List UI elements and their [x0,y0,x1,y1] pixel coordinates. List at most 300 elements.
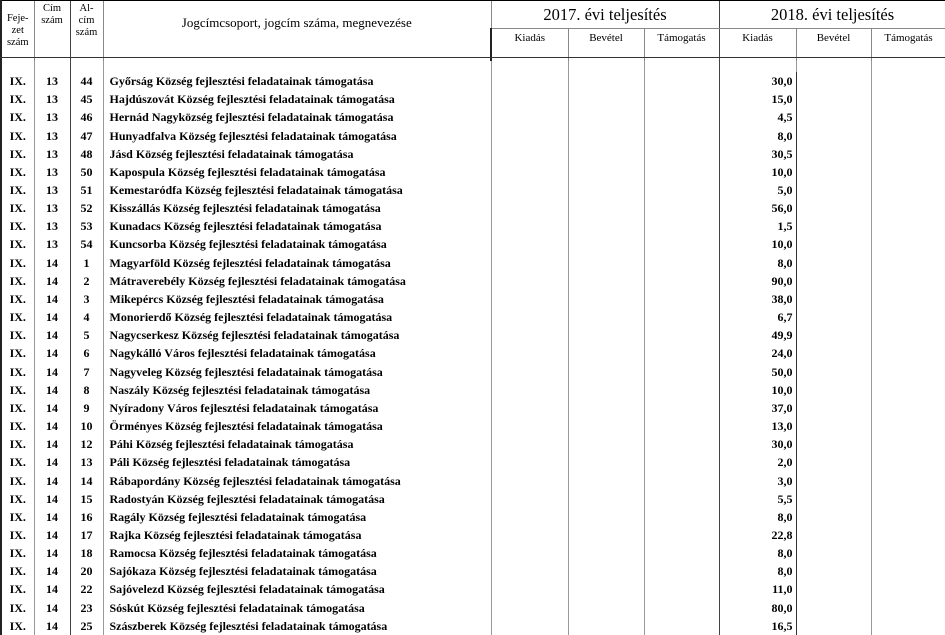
table-row [1,199,945,217]
header-divider [0,57,945,58]
spacer-cell [719,61,796,72]
tamogatas-2017-cell [644,163,719,181]
kiadas-2017-cell [491,399,568,417]
fejezet-cell: IX. [1,163,34,181]
name-cell: Hajdúszovát Község fejlesztési feladatainak támogatása [103,90,491,108]
tamogatas-2018-cell [871,344,945,362]
spacer-cell [871,61,945,72]
fejezet-cell: IX. [1,417,34,435]
kiadas-2017-cell [491,381,568,399]
name-cell: Sajóvelezd Község fejlesztési feladatainak támogatása [103,580,491,598]
table-row [1,471,945,489]
tamogatas-2018-cell [871,417,945,435]
tamogatas-2018-cell [871,526,945,544]
fejezet-cell: IX. [1,145,34,163]
tamogatas-2017-cell [644,344,719,362]
fejezet-cell: IX. [1,344,34,362]
bevetel-2018-cell [796,181,871,199]
table-row [1,599,945,617]
alcim-cell: 4 [70,308,103,326]
cim-cell: 14 [34,490,70,508]
kiadas-2017-cell [491,544,568,562]
kiadas-2018-cell: 56,0 [719,199,796,217]
kiadas-2018-cell: 10,0 [719,381,796,399]
bevetel-2018-cell [796,562,871,580]
bevetel-2017-cell [568,399,644,417]
alcim-cell: 52 [70,199,103,217]
tamogatas-2018-cell [871,363,945,381]
cim-cell: 14 [34,544,70,562]
kiadas-2017-cell [491,435,568,453]
cim-cell: 14 [34,435,70,453]
kiadas-2018-cell: 10,0 [719,235,796,253]
name-cell: Hunyadfalva Község fejlesztési feladatainak támogatása [103,126,491,144]
bevetel-2017-cell [568,453,644,471]
table-row [1,145,945,163]
table-row [1,526,945,544]
alcim-cell: 2 [70,272,103,290]
bevetel-2018-cell [796,617,871,635]
fejezet-cell: IX. [1,235,34,253]
tamogatas-2017-cell [644,254,719,272]
table-row [1,381,945,399]
fejezet-cell: IX. [1,72,34,90]
table-body [1,61,945,635]
col-header-tamogatas-2018: Támogatás [871,29,945,62]
bevetel-2017-cell [568,108,644,126]
fejezet-cell: IX. [1,308,34,326]
table-row [1,562,945,580]
kiadas-2017-cell [491,344,568,362]
col-header-name: Jogcímcsoport, jogcím száma, megnevezése [103,1,491,62]
fejezet-cell: IX. [1,471,34,489]
tamogatas-2018-cell [871,490,945,508]
table-row [1,453,945,471]
fejezet-cell: IX. [1,508,34,526]
table-row [1,435,945,453]
cim-cell: 13 [34,163,70,181]
tamogatas-2017-cell [644,399,719,417]
cim-cell: 14 [34,381,70,399]
bevetel-2018-cell [796,145,871,163]
cim-cell: 13 [34,126,70,144]
bevetel-2018-cell [796,217,871,235]
bevetel-2017-cell [568,580,644,598]
tamogatas-2017-cell [644,199,719,217]
name-cell: Mikepércs Község fejlesztési feladatainak támogatása [103,290,491,308]
kiadas-2017-cell [491,617,568,635]
kiadas-2018-cell: 80,0 [719,599,796,617]
tamogatas-2018-cell [871,126,945,144]
bevetel-2017-cell [568,344,644,362]
bevetel-2017-cell [568,544,644,562]
table-header [1,1,945,62]
bevetel-2018-cell [796,272,871,290]
alcim-cell: 17 [70,526,103,544]
bevetel-2017-cell [568,235,644,253]
cim-cell: 13 [34,145,70,163]
fejezet-cell: IX. [1,435,34,453]
alcim-cell: 48 [70,145,103,163]
alcim-cell: 12 [70,435,103,453]
tamogatas-2018-cell [871,544,945,562]
tamogatas-2017-cell [644,90,719,108]
spacer-cell [491,61,568,72]
bevetel-2017-cell [568,599,644,617]
kiadas-2017-cell [491,363,568,381]
alcim-cell: 7 [70,363,103,381]
cim-cell: 14 [34,508,70,526]
table-row [1,181,945,199]
fejezet-cell: IX. [1,199,34,217]
bevetel-2018-cell [796,72,871,90]
bevetel-2018-cell [796,471,871,489]
name-cell: Győrság Község fejlesztési feladatainak támogatása [103,72,491,90]
cim-cell: 14 [34,363,70,381]
tamogatas-2017-cell [644,308,719,326]
kiadas-2018-cell: 16,5 [719,617,796,635]
fejezet-cell: IX. [1,290,34,308]
name-cell: Szászberek Község fejlesztési feladatainak támogatása [103,617,491,635]
bevetel-2018-cell [796,508,871,526]
cim-cell: 13 [34,199,70,217]
kiadas-2017-cell [491,108,568,126]
tamogatas-2018-cell [871,562,945,580]
kiadas-2017-cell [491,453,568,471]
table-row [1,126,945,144]
kiadas-2017-cell [491,490,568,508]
group-header-2018: 2018. évi teljesítés [719,1,945,29]
alcim-cell: 8 [70,381,103,399]
alcim-cell: 1 [70,254,103,272]
kiadas-2018-cell: 30,0 [719,72,796,90]
bevetel-2017-cell [568,417,644,435]
kiadas-2017-cell [491,599,568,617]
fejezet-cell: IX. [1,544,34,562]
bevetel-2017-cell [568,163,644,181]
table-row [1,217,945,235]
bevetel-2017-cell [568,490,644,508]
kiadas-2017-cell [491,254,568,272]
kiadas-2018-cell: 8,0 [719,562,796,580]
alcim-cell: 44 [70,72,103,90]
table-row [1,399,945,417]
tamogatas-2017-cell [644,381,719,399]
bevetel-2018-cell [796,453,871,471]
bevetel-2017-cell [568,217,644,235]
bevetel-2018-cell [796,199,871,217]
cim-cell: 14 [34,471,70,489]
spacer-cell [1,61,34,72]
bevetel-2017-cell [568,326,644,344]
alcim-cell: 46 [70,108,103,126]
kiadas-2018-cell: 2,0 [719,453,796,471]
tamogatas-2017-cell [644,72,719,90]
tamogatas-2018-cell [871,290,945,308]
alcim-cell: 53 [70,217,103,235]
kiadas-2017-cell [491,72,568,90]
bevetel-2018-cell [796,490,871,508]
name-cell: Monorierdő Község fejlesztési feladatainak támogatása [103,308,491,326]
fejezet-cell: IX. [1,381,34,399]
fejezet-cell: IX. [1,181,34,199]
table-row [1,490,945,508]
kiadas-2017-cell [491,235,568,253]
tamogatas-2018-cell [871,235,945,253]
bevetel-2018-cell [796,399,871,417]
fejezet-cell: IX. [1,254,34,272]
bevetel-2018-cell [796,435,871,453]
group-header-2017: 2017. évi teljesítés [491,1,719,29]
alcim-cell: 22 [70,580,103,598]
name-cell: Ramocsa Község fejlesztési feladatainak támogatása [103,544,491,562]
col-header-alcim: Al- cím szám [70,1,103,62]
tamogatas-2018-cell [871,145,945,163]
name-cell: Kemestaródfa Község fejlesztési feladatainak támogatása [103,181,491,199]
table-row [1,290,945,308]
tamogatas-2017-cell [644,490,719,508]
tamogatas-2018-cell [871,90,945,108]
name-cell: Hernád Nagyközség fejlesztési feladatainak támogatása [103,108,491,126]
kiadas-2018-cell: 4,5 [719,108,796,126]
table-row [1,108,945,126]
alcim-cell: 25 [70,617,103,635]
cim-cell: 13 [34,235,70,253]
name-cell: Naszály Község fejlesztési feladatainak támogatása [103,381,491,399]
table-row [1,617,945,635]
alcim-cell: 18 [70,544,103,562]
spacer-cell [34,61,70,72]
table-row [1,254,945,272]
fejezet-cell: IX. [1,272,34,290]
tamogatas-2017-cell [644,617,719,635]
kiadas-2018-cell: 30,0 [719,435,796,453]
kiadas-2017-cell [491,217,568,235]
tamogatas-2017-cell [644,471,719,489]
bevetel-2018-cell [796,126,871,144]
cim-cell: 14 [34,599,70,617]
tamogatas-2018-cell [871,72,945,90]
fejezet-cell: IX. [1,562,34,580]
kiadas-2018-cell: 38,0 [719,290,796,308]
tamogatas-2018-cell [871,181,945,199]
tamogatas-2018-cell [871,399,945,417]
spacer-cell [568,61,644,72]
alcim-cell: 6 [70,344,103,362]
alcim-cell: 54 [70,235,103,253]
kiadas-2018-cell: 15,0 [719,90,796,108]
bevetel-2018-cell [796,544,871,562]
table-row [1,508,945,526]
bevetel-2018-cell [796,526,871,544]
kiadas-2018-cell: 50,0 [719,363,796,381]
name-cell: Kapospula Község fejlesztési feladatainak támogatása [103,163,491,181]
bevetel-2018-cell [796,254,871,272]
tamogatas-2017-cell [644,235,719,253]
name-cell: Nagykálló Város fejlesztési feladatainak támogatása [103,344,491,362]
alcim-cell: 16 [70,508,103,526]
cim-cell: 14 [34,526,70,544]
tamogatas-2018-cell [871,580,945,598]
bevetel-2017-cell [568,508,644,526]
kiadas-2018-cell: 22,8 [719,526,796,544]
table-row [1,72,945,90]
cim-cell: 14 [34,580,70,598]
cim-cell: 13 [34,90,70,108]
tamogatas-2017-cell [644,290,719,308]
tamogatas-2018-cell [871,617,945,635]
kiadas-2018-cell: 8,0 [719,126,796,144]
tamogatas-2017-cell [644,126,719,144]
table-row [1,90,945,108]
bevetel-2018-cell [796,344,871,362]
bevetel-2017-cell [568,308,644,326]
tamogatas-2017-cell [644,562,719,580]
bevetel-2018-cell [796,381,871,399]
kiadas-2018-cell: 90,0 [719,272,796,290]
table-row [1,235,945,253]
alcim-cell: 14 [70,471,103,489]
bevetel-2018-cell [796,326,871,344]
name-cell: Radostyán Község fejlesztési feladatainak támogatása [103,490,491,508]
cim-cell: 14 [34,617,70,635]
table-row [1,417,945,435]
name-cell: Páli Község fejlesztési feladatainak támogatása [103,453,491,471]
kiadas-2018-cell: 13,0 [719,417,796,435]
col-header-cim: Cím szám [34,1,70,62]
col-header-bevetel-2017: Bevétel [568,29,644,62]
tamogatas-2017-cell [644,145,719,163]
kiadas-2018-cell: 3,0 [719,471,796,489]
fejezet-cell: IX. [1,363,34,381]
kiadas-2018-cell: 24,0 [719,344,796,362]
fejezet-cell: IX. [1,90,34,108]
cim-cell: 14 [34,272,70,290]
alcim-cell: 47 [70,126,103,144]
fejezet-cell: IX. [1,580,34,598]
kiadas-2017-cell [491,471,568,489]
bevetel-2017-cell [568,381,644,399]
name-cell: Sóskút Község fejlesztési feladatainak támogatása [103,599,491,617]
bevetel-2018-cell [796,290,871,308]
name-cell: Kunadacs Község fejlesztési feladatainak támogatása [103,217,491,235]
table-row [1,308,945,326]
kiadas-2017-cell [491,90,568,108]
bevetel-2017-cell [568,145,644,163]
tamogatas-2018-cell [871,199,945,217]
kiadas-2017-cell [491,163,568,181]
name-cell: Kisszállás Község fejlesztési feladatainak támogatása [103,199,491,217]
bevetel-2017-cell [568,526,644,544]
bevetel-2018-cell [796,308,871,326]
spacer-cell [644,61,719,72]
kiadas-2017-cell [491,417,568,435]
cim-cell: 14 [34,254,70,272]
tamogatas-2017-cell [644,526,719,544]
bevetel-2018-cell [796,235,871,253]
kiadas-2018-cell: 1,5 [719,217,796,235]
kiadas-2018-cell: 37,0 [719,399,796,417]
alcim-cell: 23 [70,599,103,617]
alcim-cell: 45 [70,90,103,108]
cim-cell: 13 [34,108,70,126]
cim-cell: 14 [34,290,70,308]
tamogatas-2017-cell [644,580,719,598]
bevetel-2017-cell [568,126,644,144]
kiadas-2018-cell: 5,5 [719,490,796,508]
kiadas-2018-cell: 8,0 [719,508,796,526]
tamogatas-2017-cell [644,108,719,126]
col-header-fejezet: Feje- zet szám [1,1,34,62]
tamogatas-2018-cell [871,326,945,344]
bevetel-2018-cell [796,363,871,381]
kiadas-2017-cell [491,272,568,290]
bevetel-2017-cell [568,435,644,453]
alcim-cell: 20 [70,562,103,580]
cim-cell: 13 [34,181,70,199]
bevetel-2017-cell [568,562,644,580]
spacer-row [1,61,945,72]
bevetel-2017-cell [568,471,644,489]
bevetel-2017-cell [568,199,644,217]
tamogatas-2018-cell [871,272,945,290]
table-row [1,363,945,381]
bevetel-2017-cell [568,363,644,381]
cim-cell: 14 [34,326,70,344]
bevetel-2018-cell [796,580,871,598]
fejezet-cell: IX. [1,599,34,617]
name-cell: Magyarföld Község fejlesztési feladatainak támogatása [103,254,491,272]
fejezet-cell: IX. [1,399,34,417]
table-row [1,272,945,290]
tamogatas-2018-cell [871,308,945,326]
name-cell: Nagyveleg Község fejlesztési feladatainak támogatása [103,363,491,381]
tamogatas-2018-cell [871,381,945,399]
bevetel-2018-cell [796,599,871,617]
tamogatas-2018-cell [871,163,945,181]
name-cell: Kuncsorba Község fejlesztési feladatainak támogatása [103,235,491,253]
fejezet-cell: IX. [1,526,34,544]
alcim-cell: 13 [70,453,103,471]
kiadas-2018-cell: 10,0 [719,163,796,181]
fejezet-cell: IX. [1,217,34,235]
table-row [1,544,945,562]
tamogatas-2018-cell [871,599,945,617]
kiadas-2017-cell [491,508,568,526]
alcim-cell: 9 [70,399,103,417]
tamogatas-2018-cell [871,471,945,489]
table-row [1,344,945,362]
bevetel-2018-cell [796,90,871,108]
bevetel-2017-cell [568,90,644,108]
cim-cell: 14 [34,399,70,417]
name-cell: Sajókaza Község fejlesztési feladatainak támogatása [103,562,491,580]
tamogatas-2017-cell [644,363,719,381]
col-header-bevetel-2018: Bevétel [796,29,871,62]
name-cell: Nagycserkesz Község fejlesztési feladatainak támogatása [103,326,491,344]
kiadas-2018-cell: 49,9 [719,326,796,344]
spacer-cell [103,61,491,72]
bevetel-2018-cell [796,417,871,435]
fejezet-cell: IX. [1,490,34,508]
tamogatas-2017-cell [644,599,719,617]
cim-cell: 14 [34,417,70,435]
kiadas-2017-cell [491,326,568,344]
tamogatas-2017-cell [644,508,719,526]
name-cell: Rajka Község fejlesztési feladatainak támogatása [103,526,491,544]
name-cell: Örményes Község fejlesztési feladatainak támogatása [103,417,491,435]
kiadas-2017-cell [491,526,568,544]
